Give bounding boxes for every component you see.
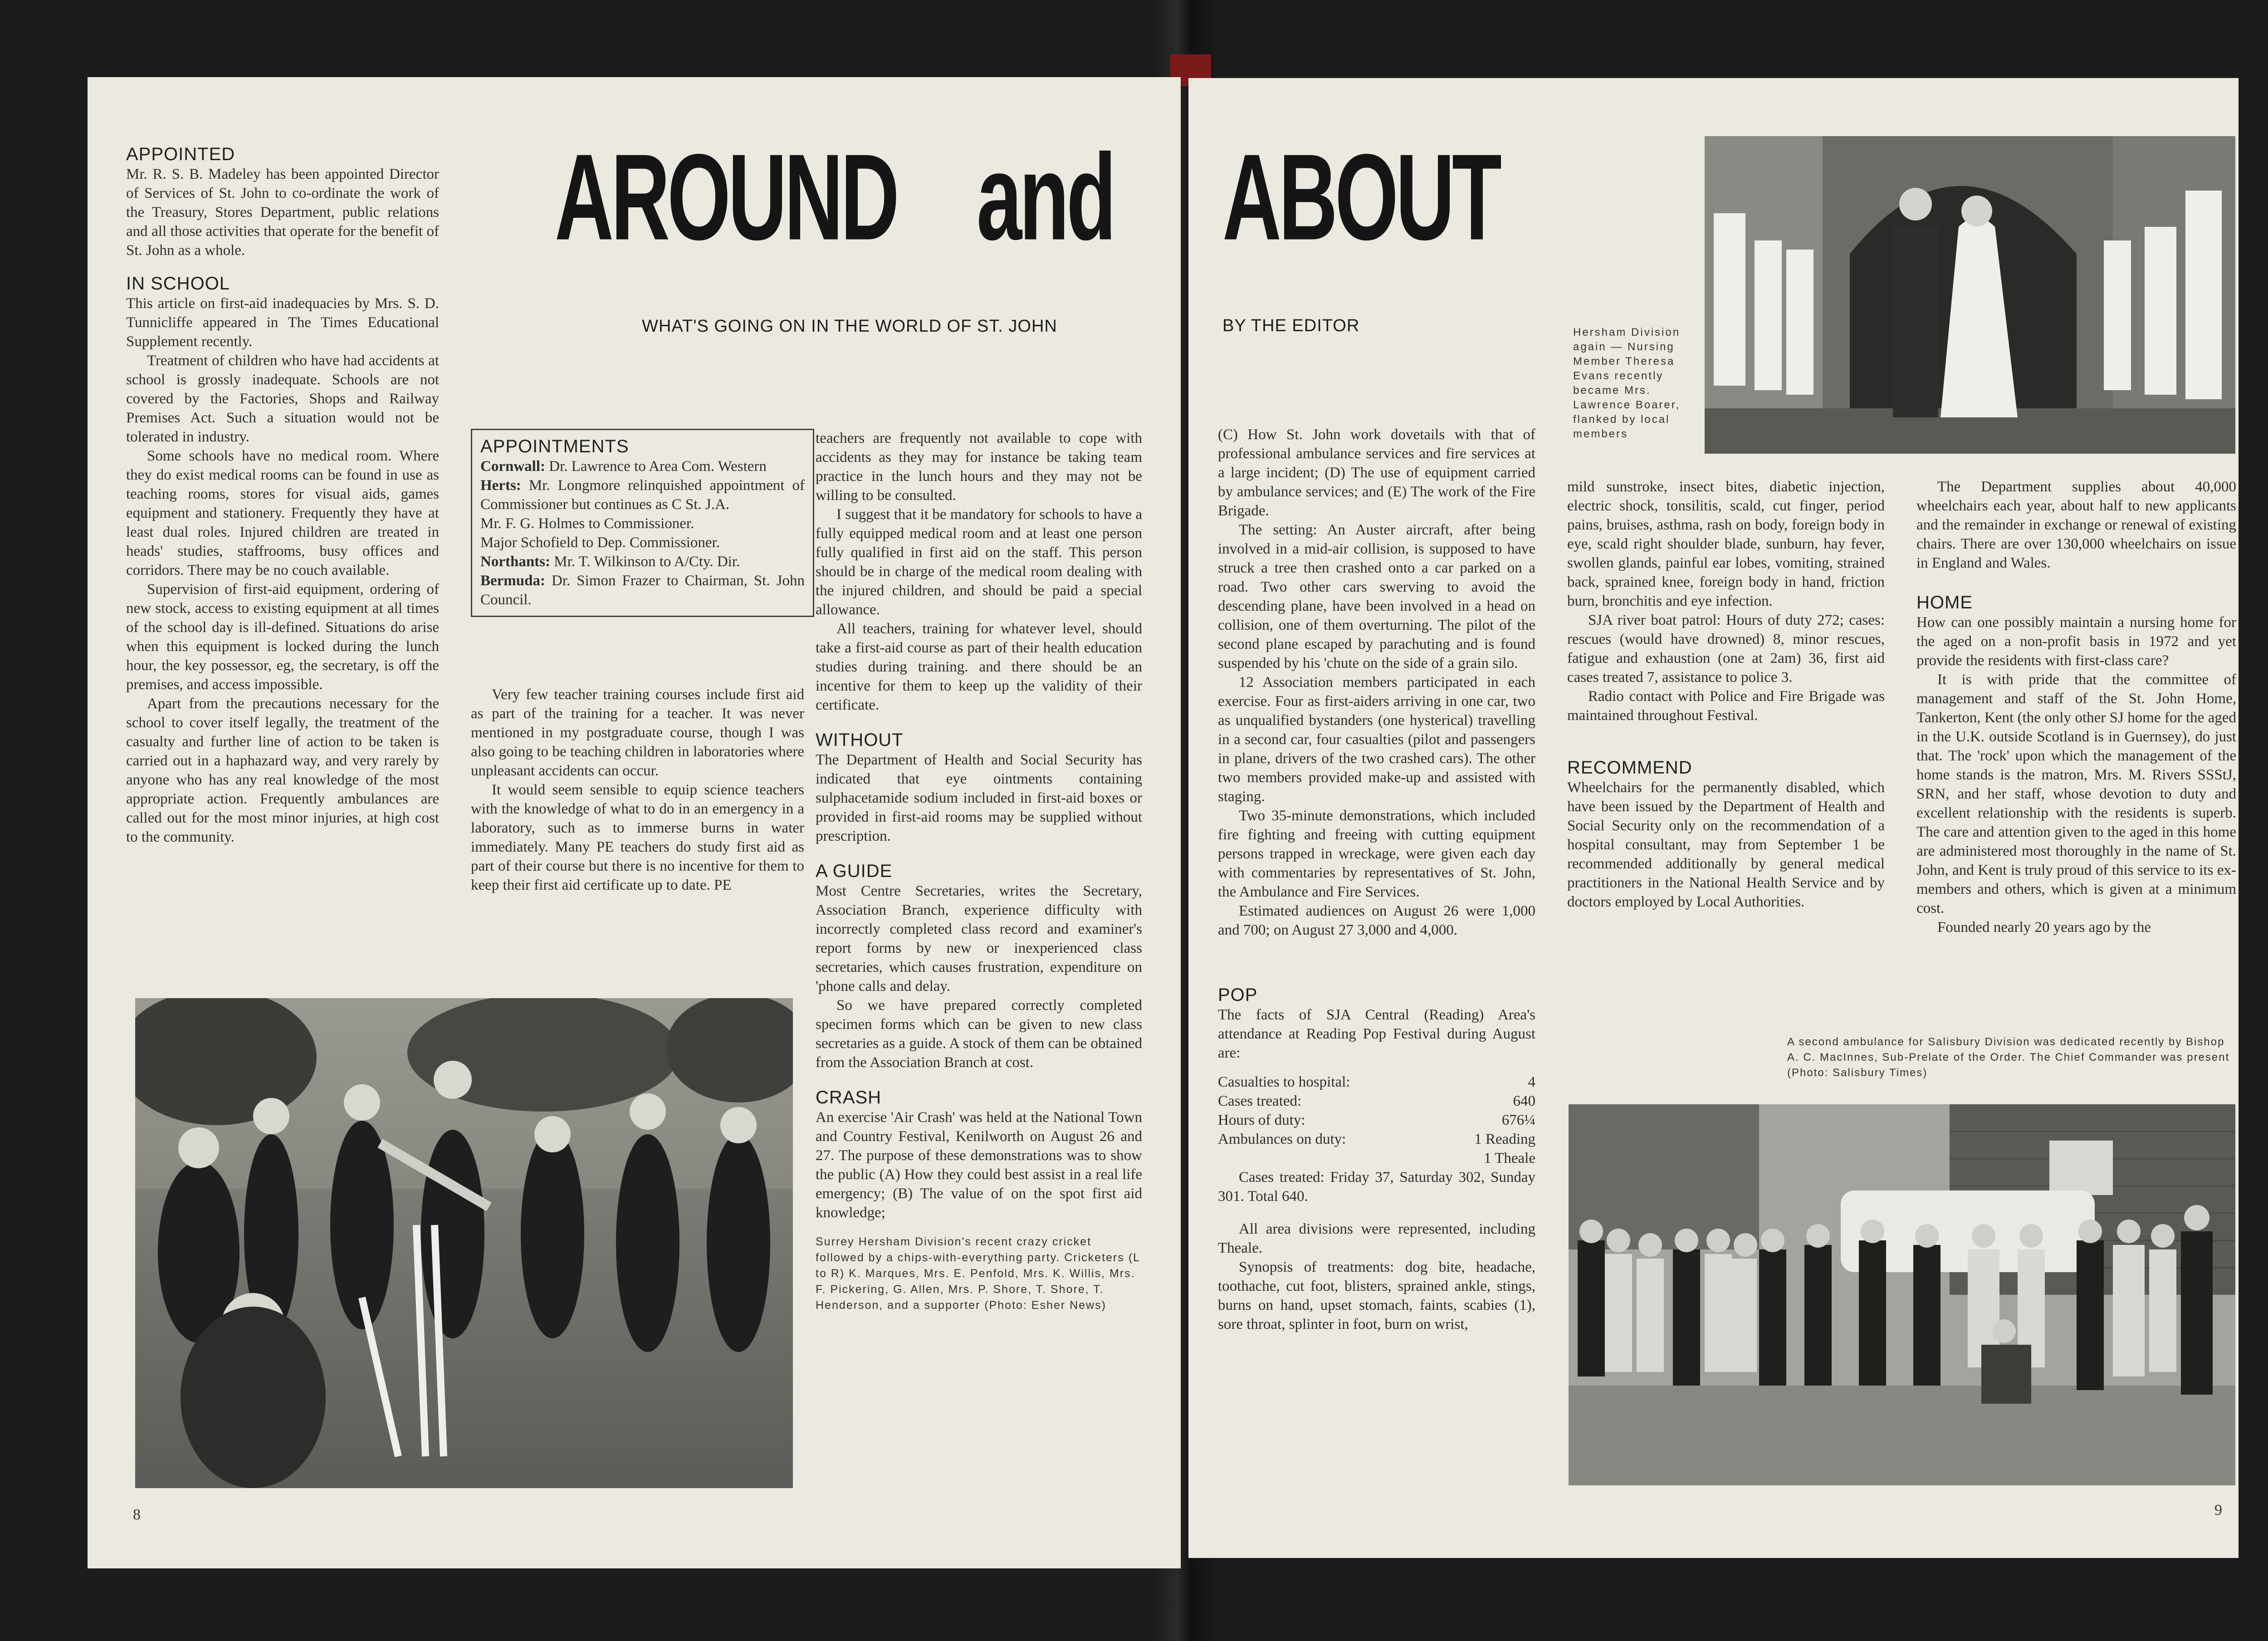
appointment-item (480, 457, 805, 476)
wedding-caption: Hersham Division again — Nursing Member Theresa Evans recently became Mrs. Lawrence Boarer, flanked by local members (1573, 326, 1681, 440)
appointment-text: Major Schofield to Dep. Commissioner. (480, 534, 720, 551)
appointed-text: Mr. R. S. B. Madeley has been appointed Director of Services of St. John to co-ordinate the work of the Treasury, Stores Department, public relations and all those activities that operate for the benefit of St. John as a whole. (126, 166, 439, 259)
appointment-county: Herts: (480, 477, 521, 494)
appointment-county: Bermuda: (480, 573, 545, 589)
recommend-text: Wheelchairs for the permanently disabled, which have been issued by the Department of Health and Social Security only on the recommendation of a hospital consultant, may from September 1 be recommended additionally by general medical practitioners in the National Health Service and by doctors employed by Local Authorities. (1567, 779, 1885, 910)
in-school-end: teachers are frequently not available to cope with accidents as they may for instance be taking team practice in the lunch hours and they may not be willing to be consulted. I suggest that it be mandatory for schools to have a fully equipped medical room and at least one person fully qualified in first aid on the staff. This person should be in charge of the medical room dealing with the injured children, and should be paid a special allowance. All teachers, training for whatever level, should take a first-aid course as part of their health education studies during training. and there should be an incentive for them to keep up the validity of their certificate. (816, 430, 1142, 713)
recommend-continued: The Department supplies about 40,000 wheelchairs each year, about half to new applicants and the remainder in exchange or renewal of existing chairs. There are over 130,000 wheelchairs on issue in England and Wales. (1916, 479, 2236, 571)
appointment-text: Mr. T. Wilkinson to A/Cty. Dir. (550, 554, 740, 570)
crash-heading: CRASH (816, 1087, 882, 1107)
appointed-heading: APPOINTED (126, 144, 235, 164)
home-text: How can one possibly maintain a nursing home for the aged on a non-profit basis in 1972 and yet provide the residents with first-class care? It is with pride that the committee of management and staff of the St. John Home, Tankerton, Kent (the only other SJ home for the aged in the U.K. outside Scotland is in Guernsey), do just that. The 'rock' upon which the management of the home stands is the matron, Mrs. M. Rivers SSStJ, SRN, and her staff, whose devotion to duty and excellent relationship with the residents is superb. The care and attention given to the aged in this home are administered most thoroughly in the name of St. John, and Kent is truly proud of this service to its ex-members and others, which is given at a minimum cost. Founded nearly 20 years ago by the (1916, 614, 2236, 936)
appointments-box (471, 429, 814, 617)
masthead-right (1222, 127, 1499, 266)
without-heading: WITHOUT (816, 730, 904, 750)
column-5 (1567, 477, 1885, 911)
appointment-text: Dr. Simon Frazer to Chairman, St. John Council. (480, 573, 805, 608)
appointment-text: Mr. Longmore relinquished appointment of Commissioner but continues as C St. J.A. (480, 477, 805, 513)
masthead-left (555, 127, 897, 266)
crash-text: An exercise 'Air Crash' was held at the National Town and Country Festival, Kenilworth on August 26 and 27. The purpose of these demonstrations was to show the public (A) How they could best assist in a real life emergency; (B) The value of on the spot first aid knowledge; (816, 1109, 1142, 1221)
appointment-item (480, 476, 805, 514)
cricket-photo (135, 998, 793, 1488)
stat-row (1218, 1130, 1535, 1149)
a-guide-heading: A GUIDE (816, 861, 893, 881)
appointment-county: Cornwall: (480, 458, 545, 475)
appointment-county: Northants: (480, 554, 550, 570)
pop-heading: POP (1218, 985, 1258, 1005)
without-text: The Department of Health and Social Security has indicated that eye ointments containing sulphacetamide sodium included in first-aid boxes or provided in first-aid rooms may be supplied without prescription. (816, 752, 1142, 844)
stat-label: Cases treated: (1218, 1093, 1302, 1109)
title-about: ABOUT (1222, 129, 1499, 266)
in-school-continued: Very few teacher training courses include first aid as part of the training for a teacher. It was never mentioned in my postgraduate course, though I was also going to be teaching children in laboratories where unpleasant accidents can occur. It would seem sensible to equip science teachers with the knowledge of what to do in an emergency in a laboratory, such as to immerse burns in water immediately. Many PE teachers do study first aid as part of their course but there is no incentive for them to keep their first aid certificate up to date. PE (471, 686, 804, 893)
ambulance-photo (1569, 1104, 2235, 1485)
column-6 (1916, 477, 2236, 937)
pop-text: Cases treated: Friday 37, Saturday 302, Sunday 301. Total 640. All area divisions were represented, including Theale. Synopsis of treatments: dog bite, headache, toothache, cut foot, blisters, sprained ankle, stings, burns on hand, upset stomach, faints, scabies (1), sore throat, splinter in foot, burn on wrist, (1218, 1169, 1535, 1332)
in-school-text: This article on first-aid inadequacies by Mrs. S. D. Tunnicliffe appeared in The Times Educational Supplement recently. Treatment of children who have had accidents at school is grossly inadequate. Schools are not covered by the Factories, Shops and Railway Premises Act. Such a situation would not be tolerated in industry. Some schools have no medical room. Where they do exist medical rooms can be found in use as teaching rooms, stores for visual aids, games equipment and stationery. Frequently they have at least dual roles. Injured children are treated in heads' studies, staffrooms, busy offices and corridors. There may be no couch available. Supervision of first-aid equipment, ordering of new stock, access to existing equipment at all times of the school day is ill-defined. Situations do arise when this equipment is locked during the lunch hour, the key possessor, eg, the secretary, is off the premises, and access impossible. Apart from the precautions necessary for the school to cover itself legally, the treatment of the casualty and further line of action to be taken is carried out in a haphazard way, and very rarely by anyone who has any real knowledge of the most appropriate action. Frequently ambulances are called out for the most minor injuries, at high cost to the community. (126, 295, 439, 845)
column-2 (471, 685, 804, 895)
stat-row (1218, 1092, 1535, 1111)
stat-value: 4 (1528, 1074, 1535, 1090)
appointment-item (480, 514, 805, 533)
pop-continued: mild sunstroke, insect bites, diabetic injection, electric shock, tonsilitis, scald, cut finger, period pains, bruises, asthma, rash on body, foreign body in eye, scald right shoulder blade, sunburn, hay fever, swollen glands, painful ear lobes, vomiting, strained back, sprained knee, foreign body in hand, friction burn, bronchitis and eye infection. SJA river boat patrol: Hours of duty 272; cases: rescues (would have drowned) 8, minor rescues, fatigue and exhaustion (one at 2am) 36, first aid cases treated 7, assistance to police 3. Radio contact with Police and Fire Brigade was maintained throughout Festival. (1567, 479, 1885, 724)
pop-stats (1218, 1073, 1535, 1168)
wedding-photo (1705, 136, 2235, 454)
appointment-item (480, 552, 805, 571)
cricket-caption: Surrey Hersham Division's recent crazy cricket followed by a chips-with-everything party. Cricketers (L to R) K. Marques, Mrs. E. Penfold, Mrs. K. Willis, Mrs. F. Pickering, G. Allen, Mrs. P. Shore, T. Shore, T. Henderson, and a supporter (Photo: Esher News) (816, 1235, 1140, 1312)
subtitle: WHAT'S GOING ON IN THE WORLD OF ST. JOHN (642, 317, 1057, 336)
appointments-list (480, 457, 805, 609)
column-4 (1218, 425, 1535, 1334)
stat-value: 1 Theale (1484, 1150, 1535, 1166)
appointment-text: Dr. Lawrence to Area Com. Western (545, 458, 767, 475)
crash-continued: (C) How St. John work dovetails with that of professional ambulance services and fire services at a large incident; (D) The use of equipment carried by ambulance services; and (E) The work of the Fire Brigade. The setting: An Auster aircraft, after being involved in a mid-air collision, is supposed to have struck a tree then crashed onto a car parked on a road. Two other cars swerving to avoid the descending plane, have been involved in a head on collision, one of them overturning. The pilot of the second plane escaped by parachuting and is found suspended by his 'chute on the side of a grain silo. 12 Association members participated in each exercise. Four as first-aiders arriving in one car, two as unqualified bystanders (one hysterical) travelling in a second car, four casualties (pilot and passengers in plane, drivers of the two crashed cars). The other two members provided make-up and assisted with staging. Two 35-minute demonstrations, which included fire fighting and freeing with cutting equipment persons trapped in wreckage, were given each day with commentaries by representatives of St. John, the Ambulance and Fire Services. Estimated audiences on August 26 were 1,000 and 700; on August 27 3,000 and 4,000. (1218, 426, 1535, 938)
appointment-item (480, 533, 805, 552)
stat-value: 640 (1513, 1093, 1535, 1109)
stat-value: 1 Reading (1474, 1131, 1535, 1147)
recommend-heading: RECOMMEND (1567, 758, 1692, 778)
appointment-item (480, 571, 805, 609)
stat-row (1218, 1111, 1535, 1130)
stat-label: Casualties to hospital: (1218, 1074, 1350, 1090)
in-school-heading: IN SCHOOL (126, 274, 230, 294)
byline: BY THE EDITOR (1222, 316, 1360, 335)
stat-label: Hours of duty: (1218, 1112, 1305, 1128)
page-number-right: 9 (2214, 1502, 2222, 1519)
home-heading: HOME (1916, 593, 1973, 612)
appointments-heading: APPOINTMENTS (480, 436, 629, 456)
appointment-text: Mr. F. G. Holmes to Commissioner. (480, 515, 694, 532)
masthead-and (977, 127, 1114, 266)
stat-label: Ambulances on duty: (1218, 1131, 1346, 1147)
stat-row (1218, 1073, 1535, 1092)
column-1 (126, 144, 439, 847)
column-3 (816, 429, 1142, 1313)
title-and: and (977, 129, 1114, 266)
pop-intro: The facts of SJA Central (Reading) Area's attendance at Reading Pop Festival during August are: (1218, 1007, 1535, 1061)
title-around: AROUND (555, 129, 897, 266)
right-page (1188, 78, 2239, 1558)
ambulance-caption: A second ambulance for Salisbury Division was dedicated recently by Bishop A. C. MacInnes, Sub-Prelate of the Order. The Chief Commander was present (Photo: Salisbury Times) (1787, 1036, 2230, 1079)
page-number-left: 8 (133, 1506, 141, 1523)
left-page (88, 77, 1181, 1568)
stat-value: 676¼ (1501, 1112, 1535, 1128)
stat-row (1218, 1149, 1535, 1168)
a-guide-text: Most Centre Secretaries, writes the Secretary, Association Branch, experience difficulty with incorrectly completed class record and examiner's report forms by new or inexperienced class secretaries, which causes frustration, expenditure on 'phone calls and delay. So we have prepared correctly completed specimen forms which can be given to new class secretaries as a guide. A stock of them can be obtained from the Association Branch at cost. (816, 883, 1142, 1071)
